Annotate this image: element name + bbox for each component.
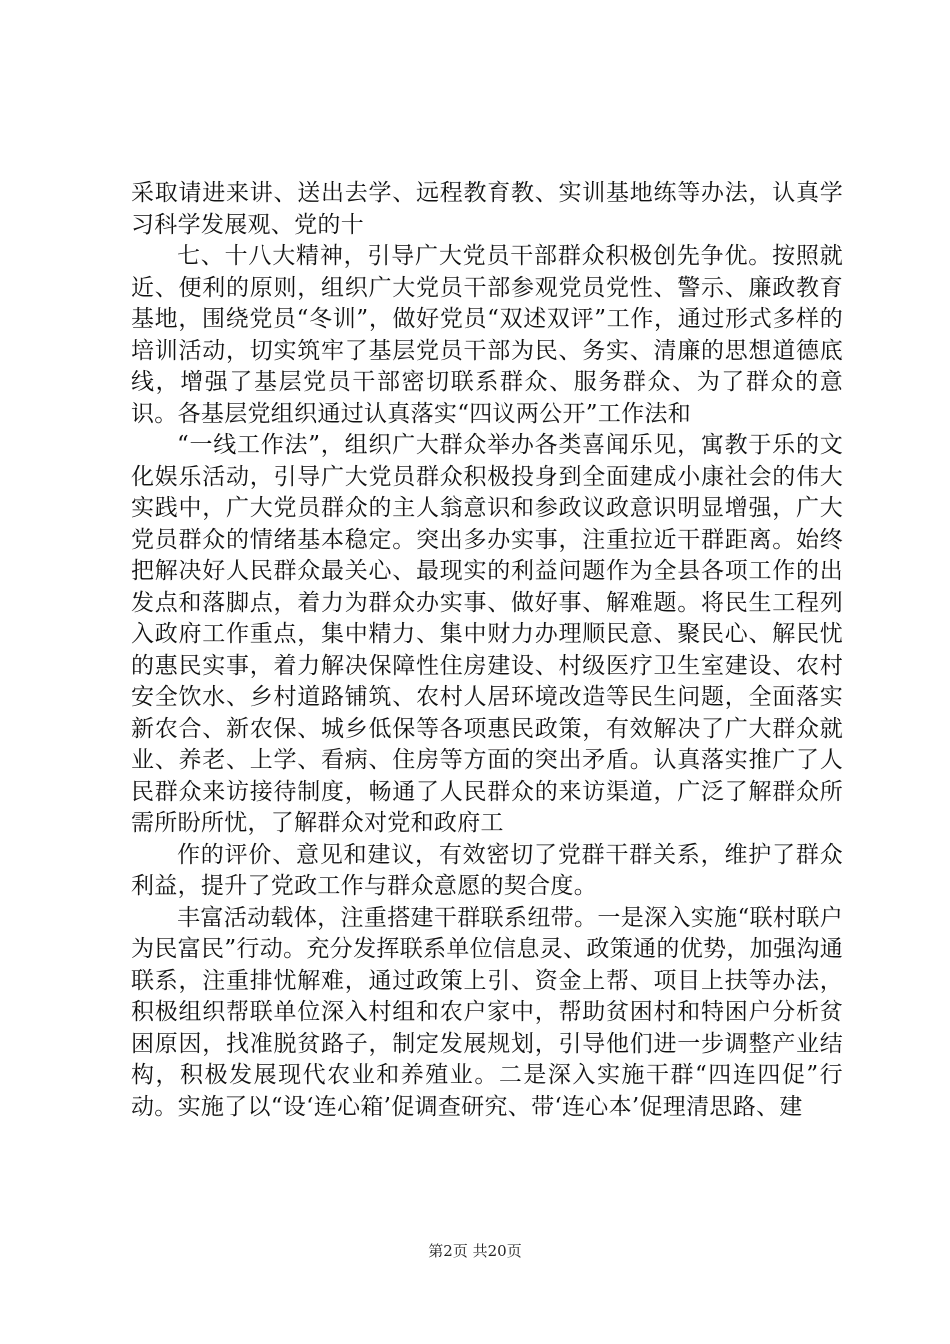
- paragraph-3: “一线工作法”，组织广大群众举办各类喜闻乐见，寓教于乐的文化娱乐活动，引导广大党员群众积极投身到全面建成小康社会的伟大实践中，广大党员群众的主人翁意识和参政议政意识明显增强，广大党员群众的情绪基本稳定。突出多办实事，注重拉近干群距离。始终把解决好人民群众最关心、最现实的利益问题作为全县各项工作的出发点和落脚点，着力为群众办实事、做好事、解难题。将民生工程列入政府工作重点，集中精力、集中财力办理顺民意、聚民心、解民忧的惠民实事，着力解决保障性住房建设、村级医疗卫生室建设、农村安全饮水、乡村道路铺筑、农村人居环境改造等民生问题，全面落实新农合、新农保、城乡低保等各项惠民政策，有效解决了广大群众就业、养老、上学、看病、住房等方面的突出矛盾。认真落实推广了人民群众来访接待制度，畅通了人民群众的来访渠道，广泛了解群众所需所盼所忧，了解群众对党和政府工: [131, 432, 843, 836]
- paragraph-1: 采取请进来讲、送出去学、远程教育教、实训基地练等办法，认真学习科学发展观、党的十: [131, 180, 843, 238]
- paragraph-5: 丰富活动载体，注重搭建干群联系纽带。一是深入实施“联村联户为民富民”行动。充分发挥联系单位信息灵、政策通的优势，加强沟通联系，注重排忧解难，通过政策上引、资金上帮、项目上扶等办法，积极组织帮联单位深入村组和农户家中，帮助贫困村和特困户分析贫困原因，找准脱贫路子，制定发展规划，引导他们进一步调整产业结构，积极发展现代农业和养殖业。二是深入实施干群“四连四促”行动。实施了以“设‘连心箱’促调查研究、带‘连心本’促理清思路、建: [131, 904, 843, 1120]
- page-number-footer: 第2页 共20页: [428, 1242, 522, 1260]
- document-body: [131, 178, 843, 1123]
- paragraph-2: 七、十八大精神，引导广大党员干部群众积极创先争优。按照就近、便利的原则，组织广大党员干部参观党员党性、警示、廉政教育基地，围绕党员“冬训”，做好党员“双述双评”工作，通过形式多样的培训活动，切实筑牢了基层党员干部为民、务实、清廉的思想道德底线，增强了基层党员干部密切联系群众、服务群众、为了群众的意识。各基层党组织通过认真落实“四议两公开”工作法和: [131, 243, 843, 427]
- paragraph-4: 作的评价、意见和建议，有效密切了党群干群关系，维护了群众利益，提升了党政工作与群众意愿的契合度。: [131, 841, 843, 899]
